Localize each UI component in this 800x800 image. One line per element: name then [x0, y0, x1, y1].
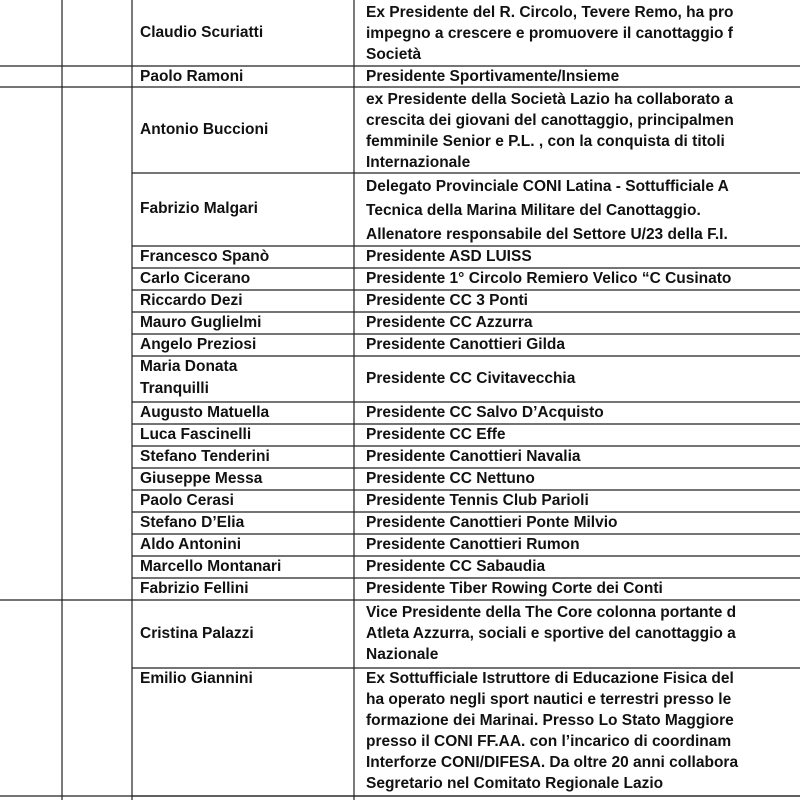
member-role: Ex Sottufficiale Istruttore di Educazione Fisica del	[366, 670, 734, 687]
member-role: crescita dei giovani del canottaggio, principalmen	[366, 112, 734, 129]
member-role: Interforze CONI/DIFESA. Da oltre 20 anni collabora	[366, 754, 739, 771]
member-role: impegno a crescere e promuovere il canottaggio f	[366, 25, 733, 42]
member-role: Segretario nel Comitato Regionale Lazio	[366, 775, 664, 792]
member-name: Claudio Scuriatti	[140, 24, 264, 41]
member-role: Società	[366, 46, 422, 63]
member-role: Presidente Canottieri Rumon	[366, 536, 580, 553]
member-name: Tranquilli	[140, 380, 209, 397]
member-role: Presidente CC Sabaudia	[366, 558, 546, 575]
member-name: Mauro Guglielmi	[140, 314, 262, 331]
member-name: Angelo Preziosi	[140, 336, 257, 353]
member-name: Stefano D’Elia	[140, 514, 245, 531]
member-role: Presidente ASD LUISS	[366, 248, 532, 265]
member-role: Presidente Canottieri Ponte Milvio	[366, 514, 618, 531]
member-name: Emilio Giannini	[140, 670, 253, 687]
member-role: Presidente CC Nettuno	[366, 470, 535, 487]
member-name: Riccardo Dezi	[140, 292, 243, 309]
member-role: Delegato Provinciale CONI Latina - Sottufficiale A	[366, 178, 729, 195]
member-role: Presidente CC Effe	[366, 426, 506, 443]
member-name: Francesco Spanò	[140, 248, 270, 265]
member-role: Atleta Azzurra, sociali e sportive del canottaggio a	[366, 625, 736, 642]
member-name: Stefano Tenderini	[140, 448, 270, 465]
member-name: Antonio Buccioni	[140, 121, 269, 138]
member-role: Tecnica della Marina Militare del Canottaggio.	[366, 202, 701, 219]
member-role: ex Presidente della Società Lazio ha collaborato a	[366, 91, 733, 108]
member-role: Allenatore responsabile del Settore U/23 della F.I.	[366, 226, 728, 243]
member-role: Nazionale	[366, 646, 439, 663]
member-role: Presidente Sportivamente/Insieme	[366, 68, 620, 85]
member-name: Marcello Montanari	[140, 558, 282, 575]
member-name: Cristina Palazzi	[140, 625, 254, 642]
member-role: femminile Senior e P.L. , con la conquista di titoli	[366, 133, 725, 150]
member-role: Presidente CC Civitavecchia	[366, 370, 576, 387]
member-role: formazione dei Marinai. Presso Lo Stato Maggiore	[366, 712, 734, 729]
member-role: Ex Presidente del R. Circolo, Tevere Remo, ha pro	[366, 4, 734, 21]
member-role: Presidente Tiber Rowing Corte dei Conti	[366, 580, 663, 597]
member-name: Aldo Antonini	[140, 536, 242, 553]
member-role: Presidente CC Salvo D’Acquisto	[366, 404, 604, 421]
member-role: Vice Presidente della The Core colonna portante d	[366, 604, 737, 621]
member-role: Presidente CC 3 Ponti	[366, 292, 528, 309]
member-name: Paolo Cerasi	[140, 492, 234, 509]
member-role: Presidente CC Azzurra	[366, 314, 533, 331]
member-role: Presidente Canottieri Gilda	[366, 336, 565, 353]
member-name: Maria Donata	[140, 358, 238, 375]
member-role: Presidente Tennis Club Parioli	[366, 492, 589, 509]
member-name: Paolo Ramoni	[140, 68, 244, 85]
member-name: Luca Fascinelli	[140, 426, 252, 443]
member-name: Giuseppe Messa	[140, 470, 263, 487]
member-name: Fabrizio Malgari	[140, 200, 258, 217]
member-role: Presidente 1° Circolo Remiero Velico “C Cusinato	[366, 270, 732, 287]
member-role: Internazionale	[366, 154, 471, 171]
member-role: Presidente Canottieri Navalia	[366, 448, 581, 465]
member-role: ha operato negli sport nautici e terrestri presso le	[366, 691, 732, 708]
member-name: Augusto Matuella	[140, 404, 270, 421]
member-role: presso il CONI FF.AA. con l’incarico di coordinam	[366, 733, 732, 750]
member-name: Carlo Cicerano	[140, 270, 251, 287]
member-name: Fabrizio Fellini	[140, 580, 249, 597]
